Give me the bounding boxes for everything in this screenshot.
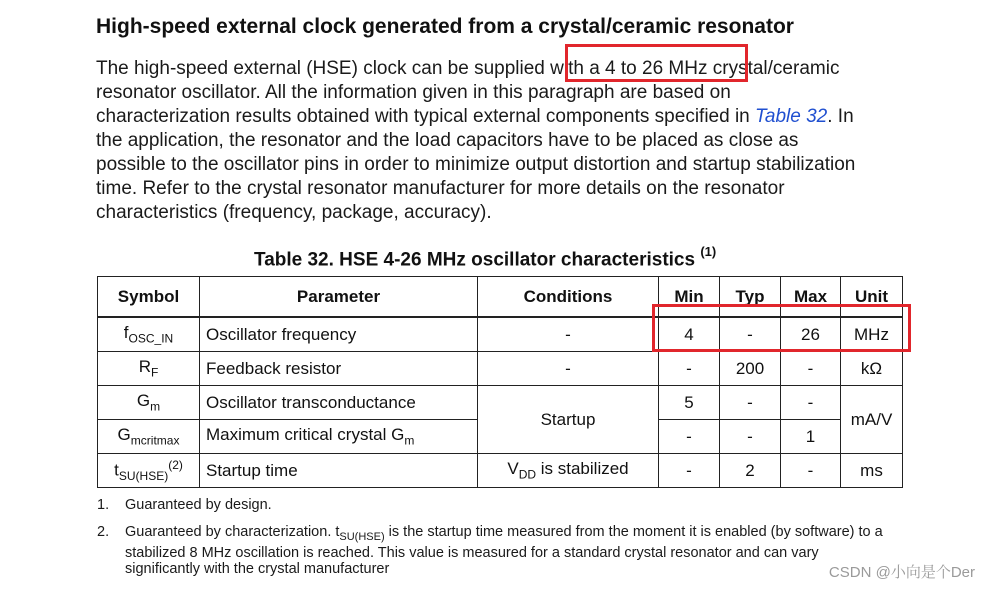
- cell-parameter: Feedback resistor: [200, 352, 478, 386]
- cell-symbol: $G_{mcritmax}$: [98, 420, 200, 454]
- cell-max: -: [781, 386, 841, 420]
- table-row: [98, 386, 903, 420]
- caption-footnote-ref: (1): [700, 244, 717, 259]
- csdn-watermark: CSDN @小向是个Der: [828, 564, 975, 581]
- highlight-box-table-row: [652, 304, 911, 352]
- para-line-7: characteristics (frequency, package, accuracy).: [96, 202, 492, 223]
- cell-max: 1: [781, 420, 841, 454]
- cell-conditions: -: [478, 317, 659, 352]
- col-header-min: Min: [659, 277, 720, 318]
- table-row: [98, 454, 903, 488]
- cell-max: 26: [781, 317, 841, 352]
- para-line-2: resonator oscillator. All the information given in this paragraph are based on: [96, 82, 731, 103]
- description-paragraph: [96, 57, 916, 225]
- cell-min: -: [659, 352, 720, 386]
- para-line-6: time. Refer to the crystal resonator manufacturer for more details on the resonator: [96, 178, 785, 199]
- para-line-1: The high-speed external (HSE) clock can be supplied with a 4 to 26 MHz crystal/ceramic: [96, 58, 840, 79]
- col-header-symbol: Symbol: [98, 277, 200, 318]
- para-line-5: possible to the oscillator pins in order to minimize output distortion and startup stabilization: [96, 154, 856, 175]
- cell-typ: -: [720, 317, 781, 352]
- footnote-1-number: 1.: [97, 497, 110, 513]
- footnote-2-number: 2.: [97, 524, 110, 540]
- cell-conditions: -: [478, 352, 659, 386]
- col-header-max: Max: [781, 277, 841, 318]
- para-line-4: the application, the resonator and the load capacitors have to be placed as close as: [96, 130, 799, 151]
- highlight-box-text: [565, 44, 748, 82]
- cell-min: 5: [659, 386, 720, 420]
- cell-max: -: [781, 352, 841, 386]
- cell-typ: -: [720, 386, 781, 420]
- cell-min: -: [659, 420, 720, 454]
- cell-unit: mA/V: [841, 386, 903, 454]
- cell-unit: kΩ: [841, 352, 903, 386]
- table-caption: Table 32. HSE 4-26 MHz oscillator characteristics $^{(1)}$: [254, 244, 717, 271]
- cell-min: 4: [659, 317, 720, 352]
- cell-parameter: Maximum critical crystal $G_m$: [200, 420, 478, 454]
- cell-typ: 200: [720, 352, 781, 386]
- cell-unit: ms: [841, 454, 903, 488]
- col-header-parameter: Parameter: [200, 277, 478, 318]
- para-line-3: characterization results obtained with typical external components specified in Table 32. In: [96, 106, 854, 127]
- cell-typ: -: [720, 420, 781, 454]
- section-heading: High-speed external clock generated from a crystal/ceramic resonator: [96, 15, 794, 38]
- cell-conditions: Startup: [478, 386, 659, 454]
- cell-symbol: $f_{OSC\_IN}$: [98, 317, 200, 352]
- cell-conditions: $V_{DD}$ is stabilized: [478, 454, 659, 488]
- col-header-unit: Unit: [841, 277, 903, 318]
- table-32-link[interactable]: Table 32: [755, 106, 828, 127]
- cell-parameter: Startup time: [200, 454, 478, 488]
- cell-min: -: [659, 454, 720, 488]
- cell-parameter: Oscillator frequency: [200, 317, 478, 352]
- cell-unit: MHz: [841, 317, 903, 352]
- cell-symbol: $t_{SU(HSE)}^{(2)}$: [98, 454, 200, 488]
- cell-symbol: $R_F$: [98, 352, 200, 386]
- footnote-2-text: Guaranteed by characterization. $t_{SU(HSE)}$ is the startup time measured from the moment it is enabled (by software) to a stabilized 8 MHz oscillation is reached. This value is measured for a standard crystal resonator and can vary significantly with the crystal manufacturer: [125, 524, 883, 577]
- cell-parameter: Oscillator transconductance: [200, 386, 478, 420]
- cell-max: -: [781, 454, 841, 488]
- cell-symbol: $G_m$: [98, 386, 200, 420]
- col-header-conditions: Conditions: [478, 277, 659, 318]
- footnote-1-text: Guaranteed by design.: [125, 497, 272, 513]
- col-header-typ: Typ: [720, 277, 781, 318]
- cell-typ: 2: [720, 454, 781, 488]
- table-row: [98, 352, 903, 386]
